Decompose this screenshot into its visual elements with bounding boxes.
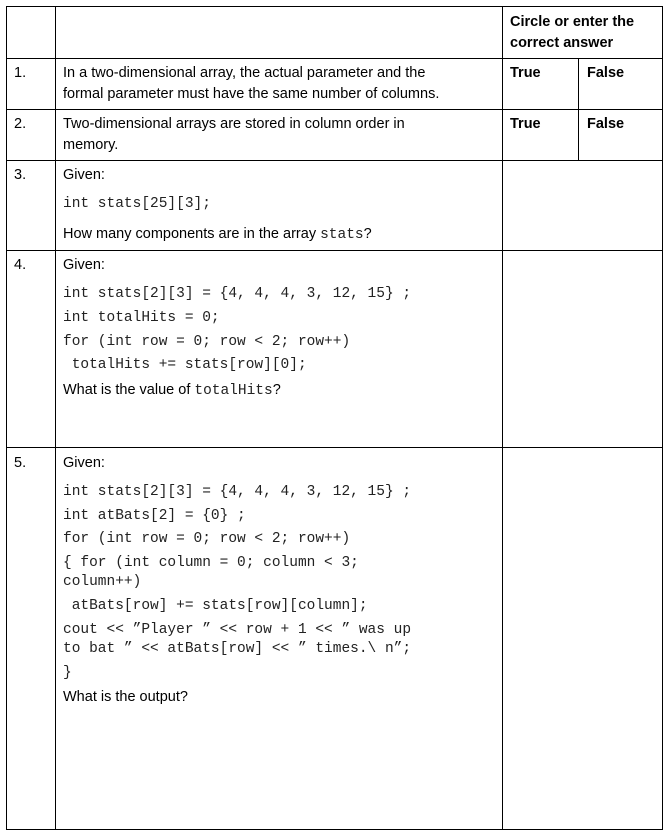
question-number: 2. [14,116,27,132]
given-label: Given: [63,167,105,183]
variable-name: totalHits [194,383,273,399]
variable-name: stats [320,227,364,243]
code-line: int stats[2][3] = {4, 4, 4, 3, 12, 15} ; [63,286,412,302]
row-divider [6,58,663,59]
question-number: 4. [14,257,27,273]
given-label: Given: [63,257,105,273]
code-line: int stats[2][3] = {4, 4, 4, 3, 12, 15} ; [63,484,412,500]
question-text: How many components are in the array stats? [63,226,372,243]
code-line: column++) [63,574,142,590]
table-border-top [6,6,663,7]
code-line: atBats[row] += stats[row][column]; [63,598,368,614]
code-line: int atBats[2] = {0} ; [63,508,246,524]
question-text: What is the value of totalHits? [63,382,281,399]
table-border-right [662,6,663,830]
question-number: 5. [14,455,27,471]
answer-column-header-line1: Circle or enter the [510,14,635,30]
code-line: } [63,665,72,681]
question-text: In a two-dimensional array, the actual parameter and the [63,65,426,81]
code-line: int totalHits = 0; [63,310,220,326]
answer-box[interactable] [503,161,662,250]
code-line: { for (int column = 0; column < 3; [63,555,359,571]
question-text: Two-dimensional arrays are stored in column order in [63,116,405,132]
true-false-divider [578,58,579,160]
true-option[interactable]: True [510,65,541,81]
table-border-left [6,6,7,830]
question-text: memory. [63,137,119,153]
table-border-bottom [6,829,663,830]
column-divider [55,6,56,830]
answer-column-header-line2: correct answer [510,35,614,51]
true-option[interactable]: True [510,116,541,132]
code-line: int stats[25][3]; [63,196,211,212]
answer-box[interactable] [503,448,662,829]
code-line: for (int row = 0; row < 2; row++) [63,334,351,350]
answer-box[interactable] [503,251,662,447]
false-option[interactable]: False [587,65,625,81]
false-option[interactable]: False [587,116,625,132]
question-text: formal parameter must have the same number of columns. [63,86,440,102]
question-number: 3. [14,167,27,183]
row-divider [6,109,663,110]
question-number: 1. [14,65,27,81]
question-text: What is the output? [63,689,188,705]
given-label: Given: [63,455,105,471]
code-line: for (int row = 0; row < 2; row++) [63,531,351,547]
code-line: cout << ”Player ” << row + 1 << ” was up [63,622,412,638]
code-line: totalHits += stats[row][0]; [63,357,307,373]
code-line: to bat ” << atBats[row] << ” times.\ n”; [63,641,412,657]
